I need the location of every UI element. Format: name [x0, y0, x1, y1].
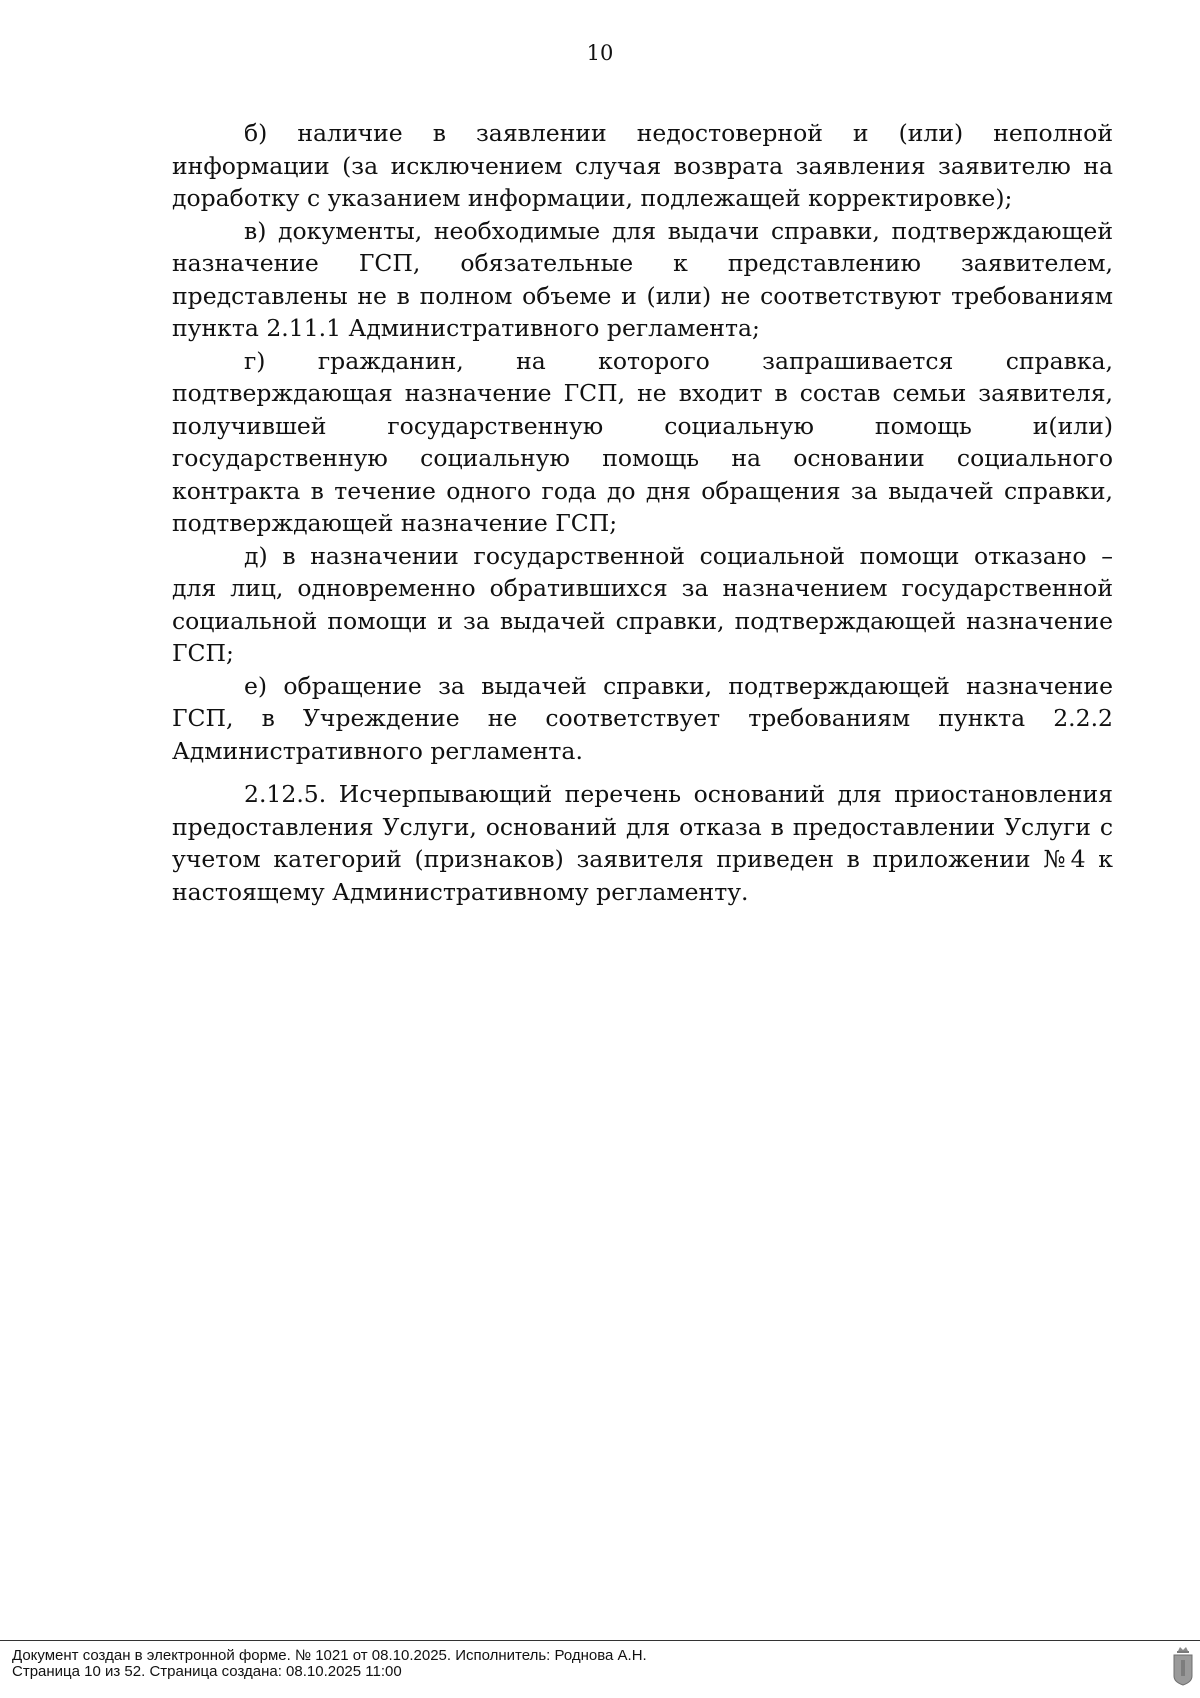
coat-of-arms-icon — [1172, 1646, 1194, 1686]
paragraph-b: б) наличие в заявлении недостоверной и (или) неполной информации (за исключением случая возврата заявления заявителю на доработку с указанием информации, подлежащей корректировке); — [172, 119, 1113, 212]
paragraph-2-12-5: 2.12.5. Исчерпывающий перечень оснований для приостановления предоставления Услуги, оснований для отказа в предоставлении Услуги с учетом категорий (признаков) заявителя приведен в приложении №4 к настоящему Административному регламенту. — [172, 780, 1113, 906]
paragraph-v: в) документы, необходимые для выдачи справки, подтверждающей назначение ГСП, обязательные к представлению заявителем, представлены не в полном объеме и (или) не соответствуют требованиям пункта 2.11.1 Административного регламента; — [172, 216, 1113, 342]
footer-page-info: Страница 10 из 52. Страница создана: 08.10.2025 11:00 — [12, 1663, 402, 1680]
paragraph-g: г) гражданин, на которого запрашивается справка, подтверждающая назначение ГСП, не входит в состав семьи заявителя, получившей государственную социальную помощь и(или) государственную социальную помощь на основании социального контракта в течение одного года до дня обращения за выдачей справки, подтверждающей назначение ГСП; — [172, 346, 1113, 537]
paragraph-e: е) обращение за выдачей справки, подтверждающей назначение ГСП, в Учреждение не соответствует требованиям пункта 2.2.2 Административного регламента. — [172, 671, 1113, 765]
footer-divider — [0, 1640, 1200, 1641]
paragraph-d: д) в назначении государственной социальной помощи отказано – для лиц, одновременно обратившихся за назначением государственной социальной помощи и за выдачей справки, подтверждающей назначение ГСП; — [172, 541, 1113, 667]
page-number: 10 — [586, 41, 614, 65]
footer-creation-info: Документ создан в электронной форме. № 1021 от 08.10.2025. Исполнитель: Роднова А.Н. — [12, 1647, 647, 1664]
document-body — [172, 117, 1113, 908]
document-footer — [12, 1648, 647, 1680]
